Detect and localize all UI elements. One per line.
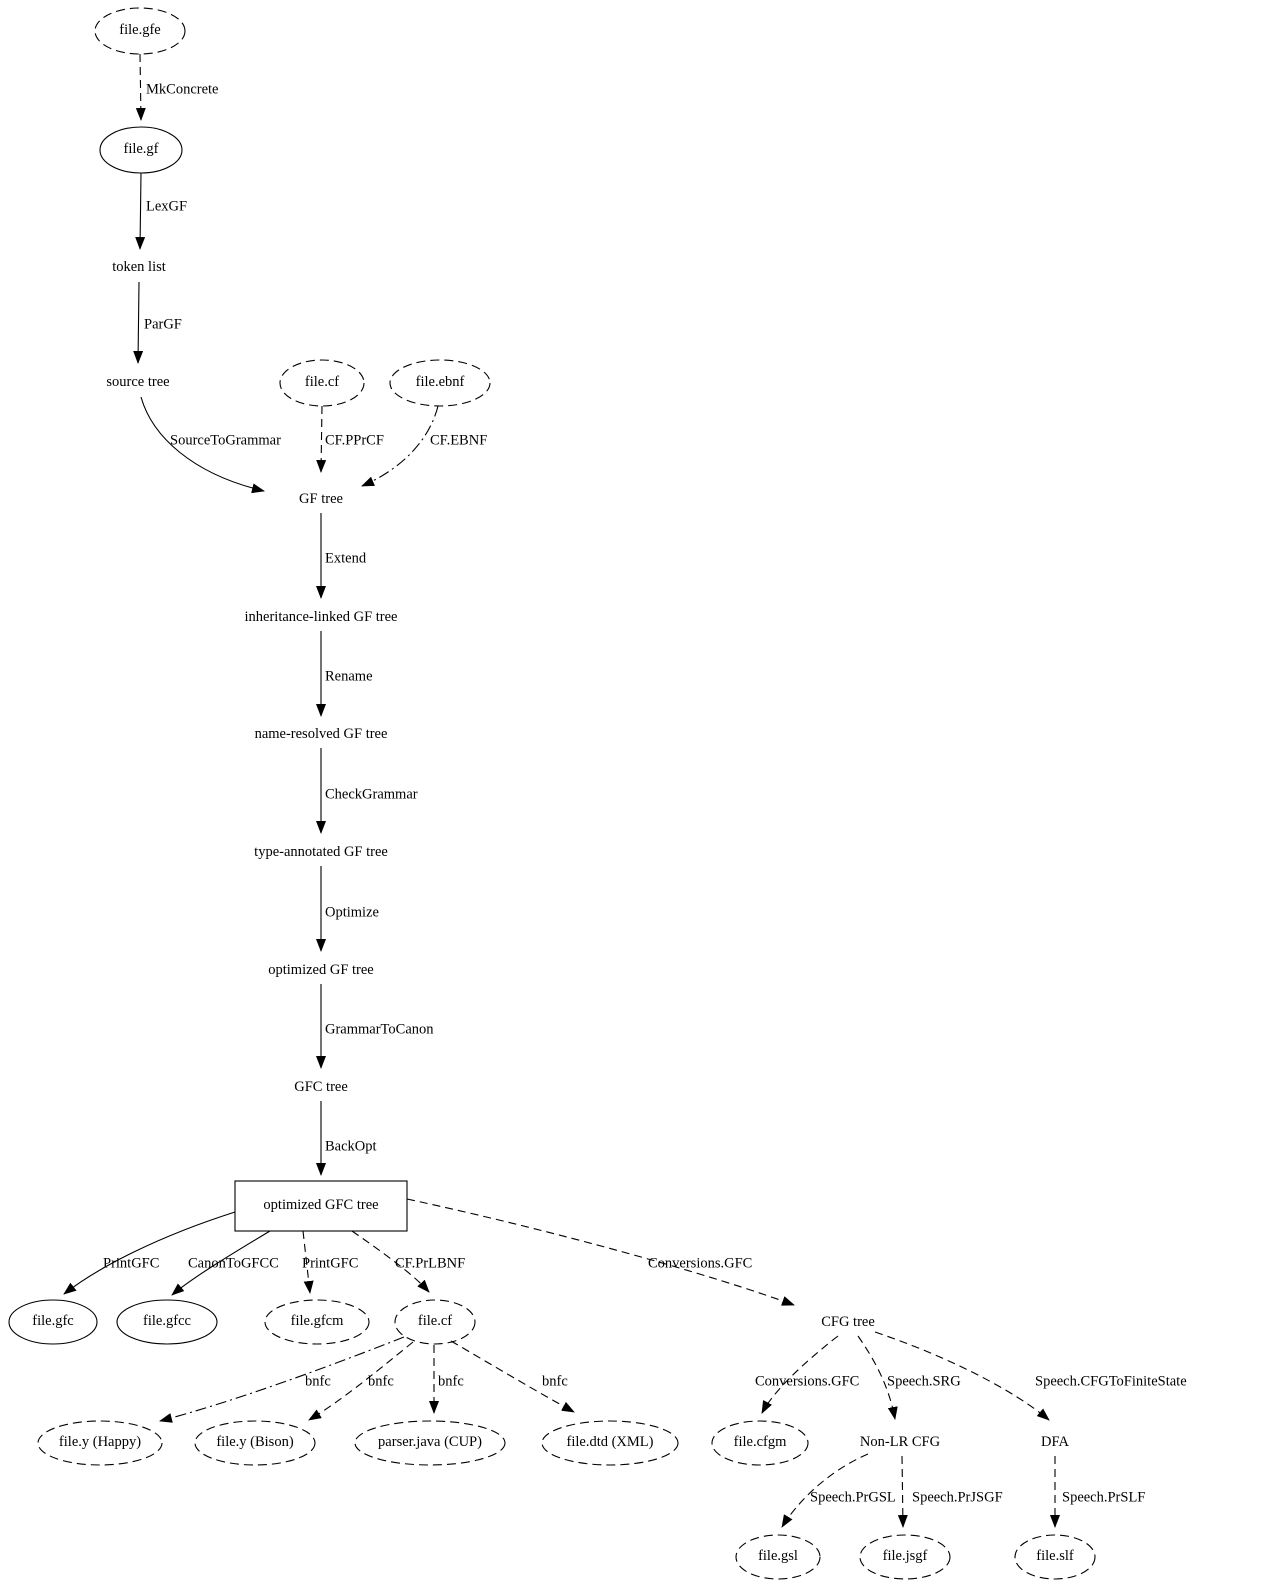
edge-label-bnfc-3: bnfc	[438, 1373, 464, 1390]
edge-label-cf-prlbnf: CF.PrLBNF	[395, 1255, 466, 1272]
node-file-gsl: file.gsl	[758, 1548, 798, 1565]
node-file-y-bison: file.y (Bison)	[216, 1434, 294, 1451]
node-file-dtd-xml: file.dtd (XML)	[566, 1434, 654, 1451]
edge-label-bnfc-1: bnfc	[305, 1373, 331, 1390]
node-file-cf-top: file.cf	[304, 374, 340, 391]
edge-label-optimize: Optimize	[325, 904, 379, 921]
edge-label-speech-srg: Speech.SRG	[887, 1373, 961, 1390]
node-name-resolved-gf-tree: name-resolved GF tree	[254, 726, 388, 743]
node-cfg-tree: CFG tree	[821, 1314, 875, 1331]
edge-label-cf-ebnf: CF.EBNF	[430, 432, 488, 449]
edge-label-canontogfcc: CanonToGFCC	[188, 1255, 279, 1272]
edge-label-printgfc-2: PrintGFC	[302, 1255, 359, 1272]
node-optimized-gfc-tree: optimized GFC tree	[263, 1197, 379, 1214]
edge-label-lexgf: LexGF	[146, 198, 188, 215]
edge-label-mkconcrete: MkConcrete	[146, 81, 219, 98]
node-file-cf-bottom: file.cf	[417, 1313, 453, 1330]
edge-label-pargf: ParGF	[144, 316, 182, 333]
edge-label-bnfc-2: bnfc	[368, 1373, 394, 1390]
node-token-list: token list	[112, 259, 166, 276]
edge-label-bnfc-4: bnfc	[542, 1373, 568, 1390]
edge-label-grammartocanon: GrammarToCanon	[325, 1021, 434, 1038]
node-file-slf: file.slf	[1036, 1548, 1074, 1565]
node-file-gfe: file.gfe	[119, 22, 161, 39]
edge-label-checkgrammar: CheckGrammar	[325, 786, 418, 803]
edge-label-cf-pprcf: CF.PPrCF	[325, 432, 384, 449]
node-file-cfgm: file.cfgm	[733, 1434, 787, 1451]
edge-label-speech-prjsgf: Speech.PrJSGF	[912, 1489, 1003, 1506]
node-type-annotated-gf-tree: type-annotated GF tree	[254, 844, 388, 861]
edge-gf-to-tokenlist	[140, 173, 141, 249]
edge-nonlrcfg-to-filejsgf	[902, 1456, 903, 1527]
edge-label-conversions-gfc-2: Conversions.GFC	[755, 1373, 860, 1390]
edge-tokenlist-to-sourcetree	[138, 282, 139, 363]
edge-label-extend: Extend	[325, 550, 367, 567]
edge-label-rename: Rename	[325, 668, 373, 685]
node-file-jsgf: file.jsgf	[882, 1548, 928, 1565]
node-gf-tree: GF tree	[299, 491, 343, 508]
edge-label-conversions-gfc-1: Conversions.GFC	[648, 1255, 753, 1272]
edge-label-sourcetogrammar: SourceToGrammar	[170, 432, 281, 449]
node-non-lr-cfg: Non-LR CFG	[859, 1434, 941, 1451]
edge-box-to-cfgtree	[407, 1199, 794, 1305]
edge-label-printgfc-1: PrintGFC	[103, 1255, 160, 1272]
edge-cf-to-gftree	[321, 406, 322, 472]
node-file-y-happy: file.y (Happy)	[58, 1434, 142, 1451]
node-source-tree: source tree	[106, 374, 170, 391]
node-parser-java-cup: parser.java (CUP)	[378, 1434, 482, 1451]
node-file-ebnf: file.ebnf	[415, 374, 465, 391]
edge-label-speech-prgsl: Speech.PrGSL	[810, 1489, 896, 1506]
node-dfa: DFA	[1041, 1434, 1069, 1451]
node-file-gfc: file.gfc	[32, 1313, 74, 1330]
node-file-gfcc: file.gfcc	[143, 1313, 191, 1330]
node-gfc-tree: GFC tree	[294, 1079, 348, 1096]
node-file-gf: file.gf	[123, 141, 159, 158]
node-optimized-gf-tree: optimized GF tree	[268, 962, 374, 979]
edge-box-to-filegfc	[64, 1212, 235, 1294]
node-inheritance-linked-gf-tree: inheritance-linked GF tree	[244, 609, 398, 626]
edge-label-backopt: BackOpt	[325, 1138, 377, 1155]
edge-gfe-to-gf	[140, 54, 141, 120]
edge-label-speech-prslf: Speech.PrSLF	[1062, 1489, 1146, 1506]
edge-label-speech-cfgtofinitestate: Speech.CFGToFiniteState	[1035, 1373, 1187, 1390]
node-file-gfcm: file.gfcm	[290, 1313, 344, 1330]
